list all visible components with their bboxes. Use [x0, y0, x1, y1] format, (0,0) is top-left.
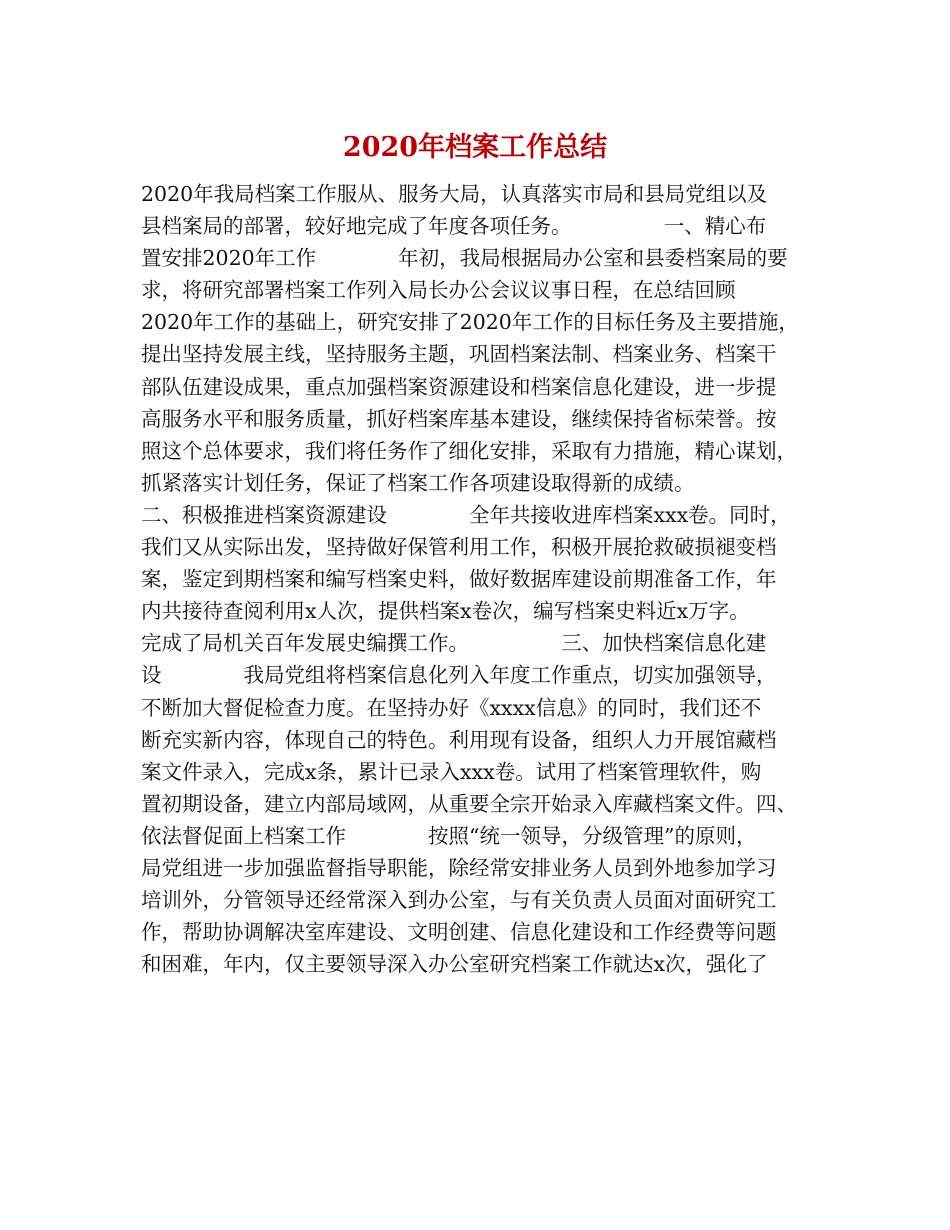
- body-line: 案，鉴定到期档案和编写档案史料，做好数据库建设前期准备工作，年: [141, 567, 777, 592]
- body-line: 抓紧落实计划任务，保证了档案工作各项建设取得新的成绩。: [141, 470, 695, 495]
- body-line: 我们又从实际出发，坚持做好保管利用工作，积极开展抢救破损褪变档: [141, 535, 777, 560]
- body-line: 提出坚持发展主线，坚持服务主题，巩固档案法制、档案业务、档案干: [141, 342, 777, 367]
- body-line: 完成了局机关百年发展史编撰工作。 三、加快档案信息化建: [141, 631, 767, 656]
- body-line: 置安排2020年工作 年初，我局根据局办公室和县委档案局的要: [141, 246, 788, 271]
- body-line: 培训外，分管领导还经常深入到办公室，与有关负责人员面对面研究工: [141, 888, 777, 913]
- body-line: 不断加大督促检查力度。在坚持办好《xxxx信息》的同时，我们还不: [141, 695, 762, 720]
- body-line: 设 我局党组将档案信息化列入年度工作重点，切实加强领导，: [141, 663, 777, 688]
- body-line: 和困难，年内，仅主要领导深入办公室研究档案工作就达x次，强化了: [141, 952, 768, 977]
- body-line: 二、积极推进档案资源建设 全年共接收进库档案xxx卷。同时，: [141, 502, 791, 527]
- body-line: 局党组进一步加强监督指导职能，除经常安排业务人员到外地参加学习: [141, 855, 777, 880]
- body-line: 县档案局的部署，较好地完成了年度各项任务。 一、精心布: [141, 214, 767, 239]
- body-line: 作，帮助协调解决室库建设、文明创建、信息化建设和工作经费等问题: [141, 920, 777, 945]
- body-line: 内共接待查阅利用x人次，提供档案x卷次，编写档案史料近x万字。: [141, 599, 750, 624]
- body-line: 照这个总体要求，我们将任务作了细化安排，采取有力措施，精心谋划，: [141, 438, 797, 463]
- body-line: 2020年我局档案工作服从、服务大局，认真落实市局和县局党组以及: [141, 182, 768, 206]
- body-line: 2020年工作的基础上，研究安排了2020年工作的目标任务及主要措施，: [141, 310, 799, 335]
- body-line: 部队伍建设成果，重点加强档案资源建设和档案信息化建设，进一步提: [141, 374, 777, 399]
- body-line: 断充实新内容，体现自己的特色。利用现有设备，组织人力开展馆藏档: [141, 727, 777, 752]
- body-line: 依法督促面上档案工作 按照“统一领导，分级管理”的原则，: [141, 823, 757, 848]
- document-title: 2020年档案工作总结: [342, 132, 608, 163]
- body-line: 求，将研究部署档案工作列入局长办公会议议事日程，在总结回顾: [141, 278, 736, 303]
- body-line: 案文件录入，完成x条，累计已录入xxx卷。试用了档案管理软件，购: [141, 759, 762, 784]
- document-body: [141, 178, 821, 980]
- body-line: 高服务水平和服务质量，抓好档案库基本建设，继续保持省标荣誉。按: [141, 406, 777, 431]
- body-line: 置初期设备，建立内部局域网，从重要全宗开始录入库藏档案文件。四、: [141, 791, 797, 816]
